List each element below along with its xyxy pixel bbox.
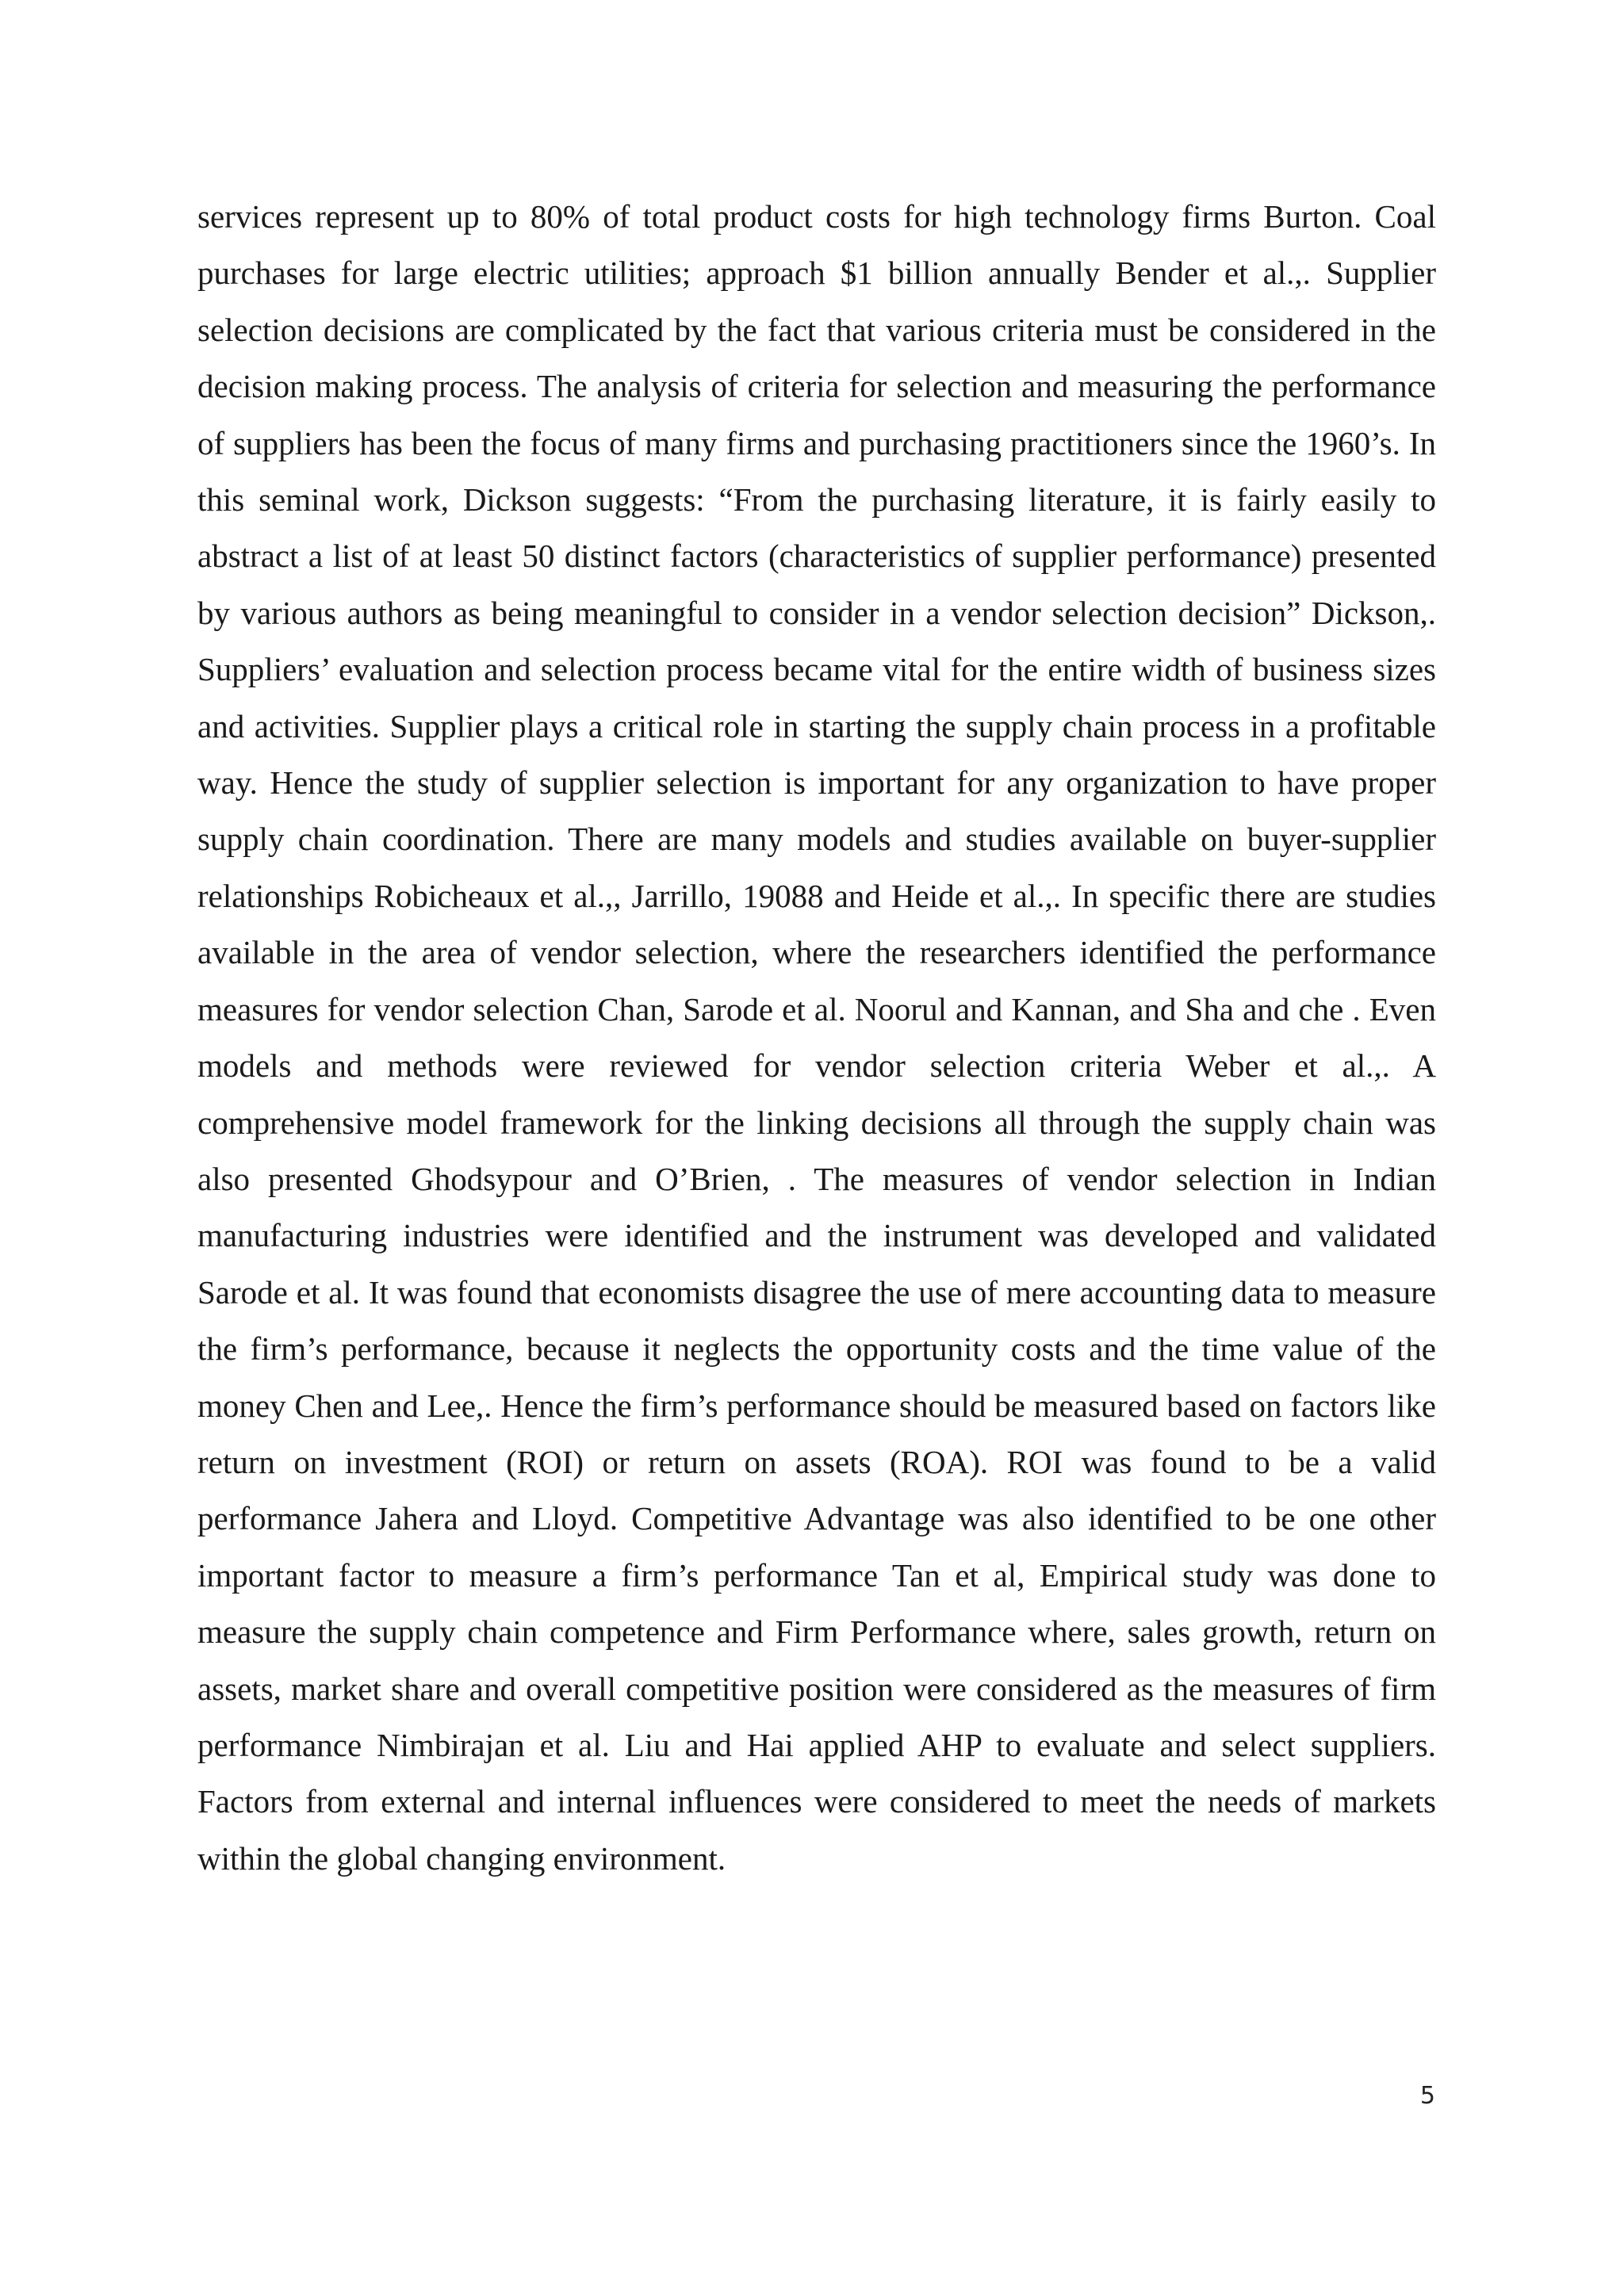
body-paragraph: services represent up to 80% of total product costs for high technology firms Burton. Coal purchases for large electric utilities; approach $1 billion annually Bender et al.,. Supplier selection decisions are complicated by the fact that various criteria must be considered in the decision making process. The analysis of criteria for selection and measuring the performance of suppliers has been the focus of many firms and purchasing practitioners since the 1960’s. In this seminal work, Dickson suggests: “From the purchasing literature, it is fairly easily to abstract a list of at least 50 distinct factors (characteristics of supplier performance) presented by various authors as being meaningful to consider in a vendor selection decision” Dickson,. Suppliers’ evaluation and selection process became vital for the entire width of business sizes and activities. Supplier plays a critical role in starting the supply chain process in a profitable way. Hence the study of supplier selection is important for any organization to have proper supply chain coordination. There are many models and studies available on buyer-supplier relationships Robicheaux et al.,, Jarrillo, 19088 and Heide et al.,. In specific there are studies available in the area of vendor selection, where the researchers identified the performance measures for vendor selection Chan, Sarode et al. Noorul and Kannan, and Sha and che . Even models and methods were reviewed for vendor selection criteria Weber et al.,. A comprehensive model framework for the linking decisions all through the supply chain was also presented Ghodsypour and O’Brien, . The measures of vendor selection in Indian manufacturing industries were identified and the instrument was developed and validated Sarode et al. It was found that economists disagree the use of mere accounting data to measure the firm’s performance, because it neglects the opportunity costs and the time value of the money Chen and Lee,. Hence the firm’s performance should be measured based on factors like return on investment (ROI) or return on assets (ROA). ROI was found to be a valid performance Jahera and Lloyd. Competitive Advantage was also identified to be one other important factor to measure a firm’s performance Tan et al, Empirical study was done to measure the supply chain competence and Firm Performance where, sales growth, return on assets, market share and overall competitive position were considered as the measures of firm performance Nimbirajan et al. Liu and Hai applied AHP to evaluate and select suppliers. Factors from external and internal influences were considered to meet the needs of markets within the global changing environment.: [197, 198, 1436, 1877]
page-number: 5: [1419, 2082, 1435, 2110]
